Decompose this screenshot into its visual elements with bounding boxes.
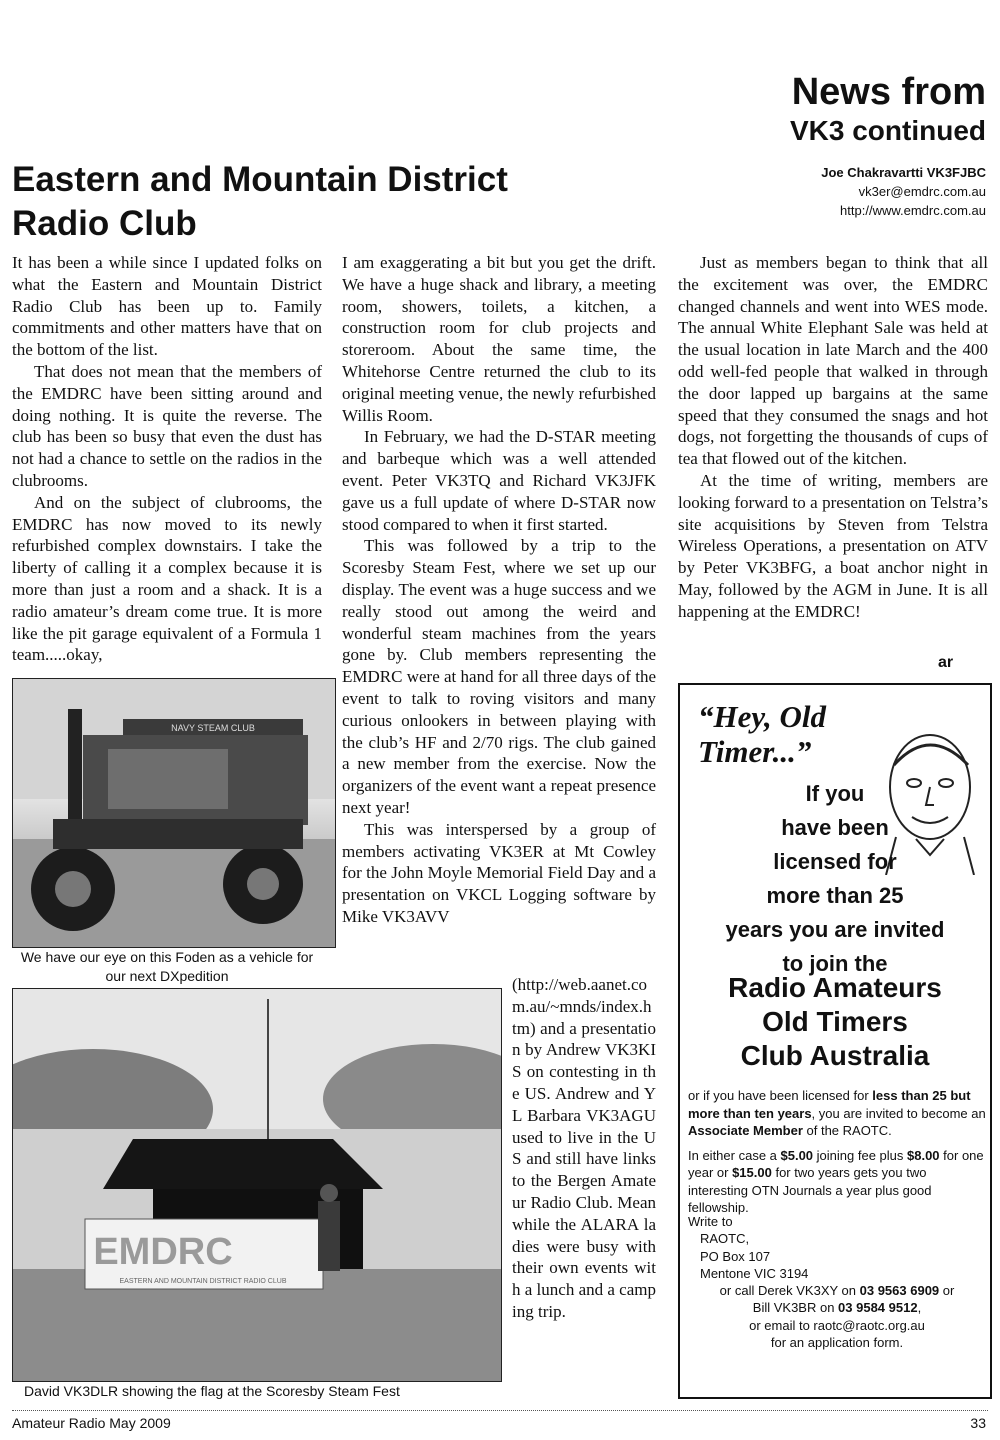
paragraph: This was followed by a trip to the Scoresby Steam Fest, where we set up our display. The event was a huge success and we really stood out among the weird and wonderful steam machines from the years gone by. Club members representing the EMDRC were at hand for all three days of the event to talk to roving visitors and many curious onlookers in between playing with the club’s HF and 2/70 rigs. The club gained a new member from the exercise. Now the organizers of the event want a repeat presence next year! xyxy=(342,536,656,817)
end-mark: ar xyxy=(938,654,954,671)
photo-caption-2: David VK3DLR showing the flag at the Scoresby Steam Fest xyxy=(24,1383,400,1399)
text: less than 25 but more than ten years xyxy=(688,1088,971,1121)
ad-line: If you xyxy=(805,781,865,806)
text: Bill VK3BR on xyxy=(752,1300,839,1316)
ad-line: years you are invited xyxy=(725,917,945,942)
phone: 03 9584 9512 xyxy=(838,1300,918,1316)
article-column-3 xyxy=(678,252,988,623)
banner-lettering: EMDRC xyxy=(93,1231,233,1273)
ad-line: licensed for xyxy=(773,849,897,874)
ad-associate-paragraph xyxy=(688,1087,986,1140)
article-column-2 xyxy=(342,252,656,928)
page-number: 33 xyxy=(970,1415,986,1431)
photo-foden-truck xyxy=(12,678,336,948)
address-line: RAOTC, xyxy=(700,1231,750,1247)
ad-club-line: Old Timers xyxy=(762,1006,908,1037)
footer-divider xyxy=(12,1410,988,1411)
text: , you are invited to become an xyxy=(811,1105,986,1121)
paragraph: Just as members began to think that all the excitement was over, the EMDRC changed channels and went into WES mode. The annual White Elephant Sale was held at the usual location in late March and the 400 odd well-fed people that walked in through the door lapped up bargains at the same speed that they consumed the snags and hot dogs, not forgetting the thousands of cups of tea that flowed out of the kitchen. xyxy=(678,253,988,469)
paragraph: It has been a while since I updated folks on what the Eastern and Mountain District Radio Club has been up to. Family commitments and other matters have that on the bottom of the list. xyxy=(12,253,322,360)
section-header-line1: News from xyxy=(791,71,986,113)
paragraph: In February, we had the D-STAR meeting and barbeque which was a well attended event. Peter VK3TQ and Richard VK3JFK gave us a full update of where D-STAR now stood compared to when it first started. xyxy=(342,427,656,534)
phone-line xyxy=(688,1299,986,1316)
text: or call Derek VK3XY on xyxy=(719,1283,860,1299)
text: for one year or xyxy=(688,1147,984,1180)
text: or xyxy=(939,1283,955,1299)
fee: $15.00 xyxy=(732,1165,772,1180)
paragraph: I am exaggerating a bit but you get the drift. We have a huge shack and library, a meeting room, showers, toilets, a kitchen, a construction room for club projects and storeroom. About the same time, the Whitehorse Centre returned the club to its original meeting venue, the newly refurbished Willis Room. xyxy=(342,253,656,425)
author-block xyxy=(821,163,986,220)
ad-fees-paragraph xyxy=(688,1147,986,1217)
article-column-2-continued xyxy=(512,974,656,1323)
photo-emdrc-display xyxy=(12,988,502,1382)
paragraph: This was interspersed by a group of members activating VK3ER at Mt Cowley for the John Moyle Memorial Field Day and a presentation on VKCL Logging software by Mike VK3AVV xyxy=(342,819,656,926)
raotc-advertisement xyxy=(678,683,992,1399)
ad-quote: “Hey, Old Timer...” xyxy=(698,699,826,769)
paragraph: And on the subject of clubrooms, the EMDRC has now moved to its newly refurbished complex downstairs. I take the liberty of calling it a complex because it is more than just a room and a shack. It is a radio amateur’s dream come true. It is more like the pit garage equivalent of a Formula 1 team.....okay, xyxy=(12,492,322,665)
fee: $8.00 xyxy=(907,1147,940,1163)
author-name: Joe Chakravartti VK3FJBC xyxy=(821,165,986,180)
text: joining fee plus xyxy=(813,1147,907,1163)
address-line: Mentone VIC 3194 xyxy=(700,1265,809,1281)
foden-truck-illustration xyxy=(13,679,335,947)
phone: 03 9563 6909 xyxy=(859,1283,940,1299)
ad-invitation xyxy=(680,777,990,981)
paragraph: At the time of writing, members are looking forward to a presentation on Telstra’s site acquisitions by Steven from Telstra Wireless Operations, a presentation on ATV by Peter VK3BFG, a boat anchor night in May, followed by the AGM in June. It is all happening at the EMDRC! xyxy=(678,470,988,621)
form-line: for an application form. xyxy=(770,1335,904,1351)
article-title: Eastern and Mountain District Radio Club xyxy=(12,160,508,243)
text: Associate Member xyxy=(688,1123,803,1138)
ad-details xyxy=(688,1087,986,1224)
ad-line: have been xyxy=(781,815,889,840)
ad-contact xyxy=(688,1213,986,1351)
paragraph: That does not mean that the members of the EMDRC have been sitting around and doing nothing. It is quite the reverse. The club has been so busy that even the dust has not had a chance to settle on the radios in the clubrooms. xyxy=(12,361,322,490)
section-header xyxy=(790,70,986,148)
phone-line xyxy=(688,1282,986,1299)
paragraph: (http://web.aanet.com.au/~mnds/index.htm) and a presentation by Andrew VK3KIS on contesting in the US. Andrew and YL Barbara VK3AGU used to live in the US and still have links to the Bergen Amateur Radio Club. Meanwhile the ALARA ladies were busy with their own events with a lunch and a camping trip. xyxy=(512,975,656,1321)
text: for two years gets you two interesting OTN Journals a year plus good fellowship. xyxy=(688,1165,932,1215)
truck-lettering: NAVY STEAM CLUB xyxy=(171,723,255,733)
author-email: vk3er@emdrc.com.au xyxy=(858,184,986,199)
write-to: Write to xyxy=(688,1214,733,1229)
text: of the RAOTC. xyxy=(802,1123,892,1138)
fee: $5.00 xyxy=(780,1147,814,1163)
banner-sub-lettering: EASTERN AND MOUNTAIN DISTRICT RADIO CLUB xyxy=(119,1278,287,1285)
ad-club-line: Radio Amateurs xyxy=(728,972,942,1003)
ad-club-line: Club Australia xyxy=(740,1040,930,1071)
ad-club-name xyxy=(680,971,990,1073)
section-header-line2: VK3 continued xyxy=(789,115,986,146)
text: In either case a xyxy=(688,1147,781,1163)
emdrc-display-illustration xyxy=(13,989,501,1381)
text: , xyxy=(917,1300,922,1316)
footer-publication: Amateur Radio May 2009 xyxy=(12,1415,171,1431)
ad-line: more than 25 xyxy=(766,883,904,908)
ad-line: to join the xyxy=(782,951,888,976)
text: or if you have been licensed for xyxy=(688,1088,873,1103)
club-url: http://www.emdrc.com.au xyxy=(840,203,986,218)
email-line: or email to raotc@raotc.org.au xyxy=(749,1317,925,1333)
address-line: PO Box 107 xyxy=(700,1248,771,1264)
article-column-1 xyxy=(12,252,322,666)
photo-caption-1: We have our eye on this Foden as a vehicle for our next DXpedition xyxy=(20,949,314,984)
